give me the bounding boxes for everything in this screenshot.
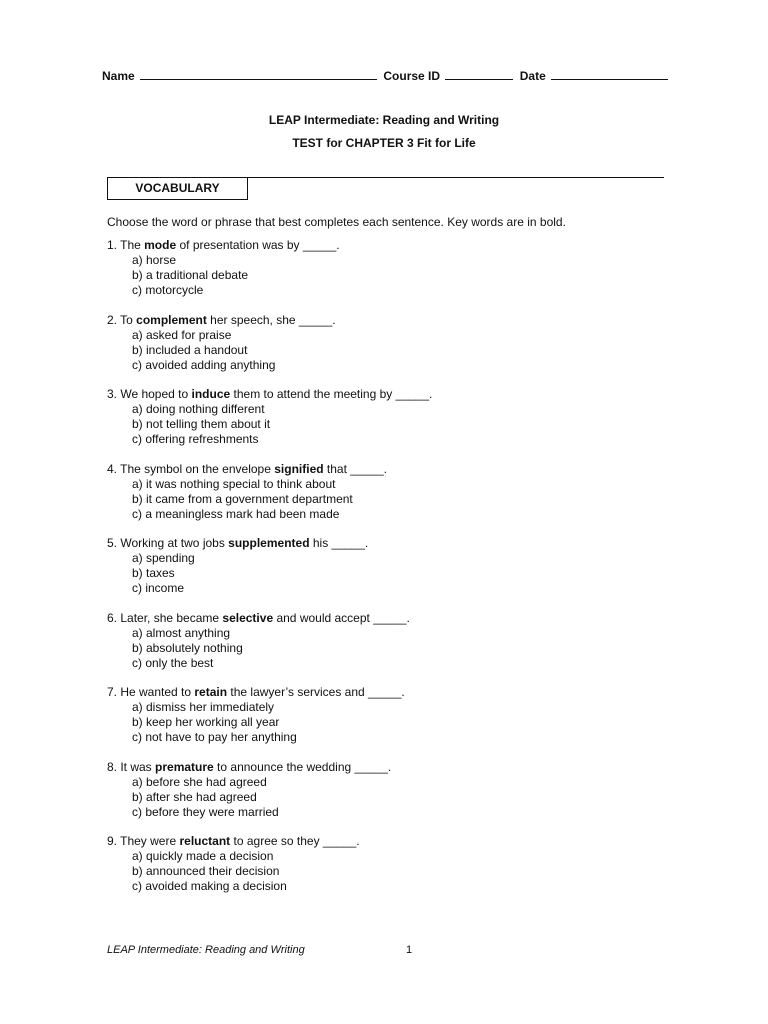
- question-text: 5. Working at two jobs: [107, 536, 229, 550]
- answer-option: c) only the best: [132, 655, 214, 670]
- date-label: Date: [519, 69, 546, 83]
- key-word: reluctant: [179, 834, 231, 848]
- answer-option: b) included a handout: [132, 342, 248, 357]
- answer-option: c) a meaningless mark had been made: [132, 506, 340, 521]
- question-text: 4. The symbol on the envelope: [107, 461, 275, 476]
- document-title: LEAP Intermediate: Reading and Writing: [268, 113, 500, 127]
- question-text: that _____.: [323, 461, 387, 476]
- key-word: signified: [274, 461, 324, 476]
- answer-option: b) a traditional debate: [132, 268, 249, 282]
- answer-option: a) before she had agreed: [132, 774, 267, 789]
- answer-option: a) dismiss her immediately: [132, 700, 275, 714]
- question-stem: [107, 462, 667, 477]
- question-text: to announce the wedding _____.: [213, 759, 392, 774]
- answer-option: b) keep her working all year: [132, 715, 280, 729]
- section-heading-vocabulary: VOCABULARY: [107, 177, 248, 200]
- question-stem: [107, 685, 667, 700]
- question-item: [107, 760, 667, 820]
- answer-option: c) avoided making a decision: [132, 879, 287, 893]
- answer-option: a) asked for praise: [132, 327, 232, 342]
- question-text: the lawyer’s services and _____.: [227, 685, 405, 699]
- question-text: 2. To: [107, 312, 137, 327]
- answer-option: a) almost anything: [132, 625, 231, 640]
- answer-option: b) taxes: [132, 566, 175, 580]
- answer-option: b) announced their decision: [132, 864, 280, 878]
- instructions: Choose the word or phrase that best completes each sentence. Key words are in bold.: [107, 215, 566, 229]
- question-item: [107, 834, 667, 894]
- answer-option: a) spending: [132, 551, 195, 565]
- key-word: supplemented: [228, 536, 310, 550]
- answer-option: c) offering refreshments: [132, 432, 259, 446]
- question-text: to agree so they _____.: [230, 834, 360, 848]
- footer-text: LEAP Intermediate: Reading and Writing: [107, 944, 305, 956]
- key-word: retain: [194, 685, 228, 699]
- question-item: [107, 238, 667, 298]
- student-info-line: [102, 67, 672, 83]
- answer-option: c) motorcycle: [132, 283, 204, 297]
- question-text: them to attend the meeting by _____.: [230, 387, 433, 401]
- date-blank: [551, 67, 668, 80]
- question-text: 6. Later, she became: [107, 610, 223, 625]
- question-text: his _____.: [309, 536, 369, 550]
- key-word: induce: [191, 387, 231, 401]
- course-id-label: Course ID: [383, 69, 441, 83]
- question-text: 7. He wanted to: [107, 685, 195, 699]
- question-item: [107, 387, 667, 447]
- answer-option: b) not telling them about it: [132, 417, 271, 431]
- answer-option: b) absolutely nothing: [132, 640, 243, 655]
- answer-option: a) doing nothing different: [132, 402, 265, 416]
- name-blank: [140, 67, 377, 80]
- answer-option: a) it was nothing special to think about: [132, 476, 336, 491]
- question-stem: [107, 313, 667, 328]
- question-stem: [107, 238, 667, 253]
- question-item: [107, 685, 667, 745]
- page-number: 1: [406, 944, 413, 956]
- question-text: 9. They were: [107, 834, 180, 848]
- answer-option: a) horse: [132, 253, 177, 267]
- course-id-blank: [445, 67, 513, 80]
- question-stem: [107, 387, 667, 402]
- answer-option: c) avoided adding anything: [132, 357, 276, 372]
- question-item: [107, 313, 667, 373]
- question-item: [107, 611, 667, 671]
- key-word: selective: [222, 610, 274, 625]
- document-subtitle: TEST for CHAPTER 3 Fit for Life: [292, 136, 476, 150]
- question-text: and would accept _____.: [273, 610, 410, 625]
- question-list: [107, 238, 667, 909]
- question-text: 8. It was: [107, 759, 156, 774]
- answer-option: b) after she had agreed: [132, 789, 257, 804]
- answer-option: b) it came from a government department: [132, 491, 353, 506]
- question-stem: [107, 834, 667, 849]
- question-text: her speech, she _____.: [206, 312, 336, 327]
- question-stem: [107, 536, 667, 551]
- question-item: [107, 536, 667, 596]
- question-text: of presentation was by _____.: [176, 238, 340, 252]
- question-stem: [107, 611, 667, 626]
- question-text: 3. We hoped to: [107, 387, 192, 401]
- answer-option: c) before they were married: [132, 804, 279, 819]
- question-text: 1. The: [107, 238, 145, 252]
- key-word: premature: [155, 759, 214, 774]
- question-item: [107, 462, 667, 522]
- key-word: mode: [144, 238, 177, 252]
- question-stem: [107, 760, 667, 775]
- name-label: Name: [102, 69, 135, 83]
- key-word: complement: [136, 312, 207, 327]
- answer-option: a) quickly made a decision: [132, 849, 274, 863]
- answer-option: c) not have to pay her anything: [132, 730, 297, 744]
- answer-option: c) income: [132, 581, 185, 595]
